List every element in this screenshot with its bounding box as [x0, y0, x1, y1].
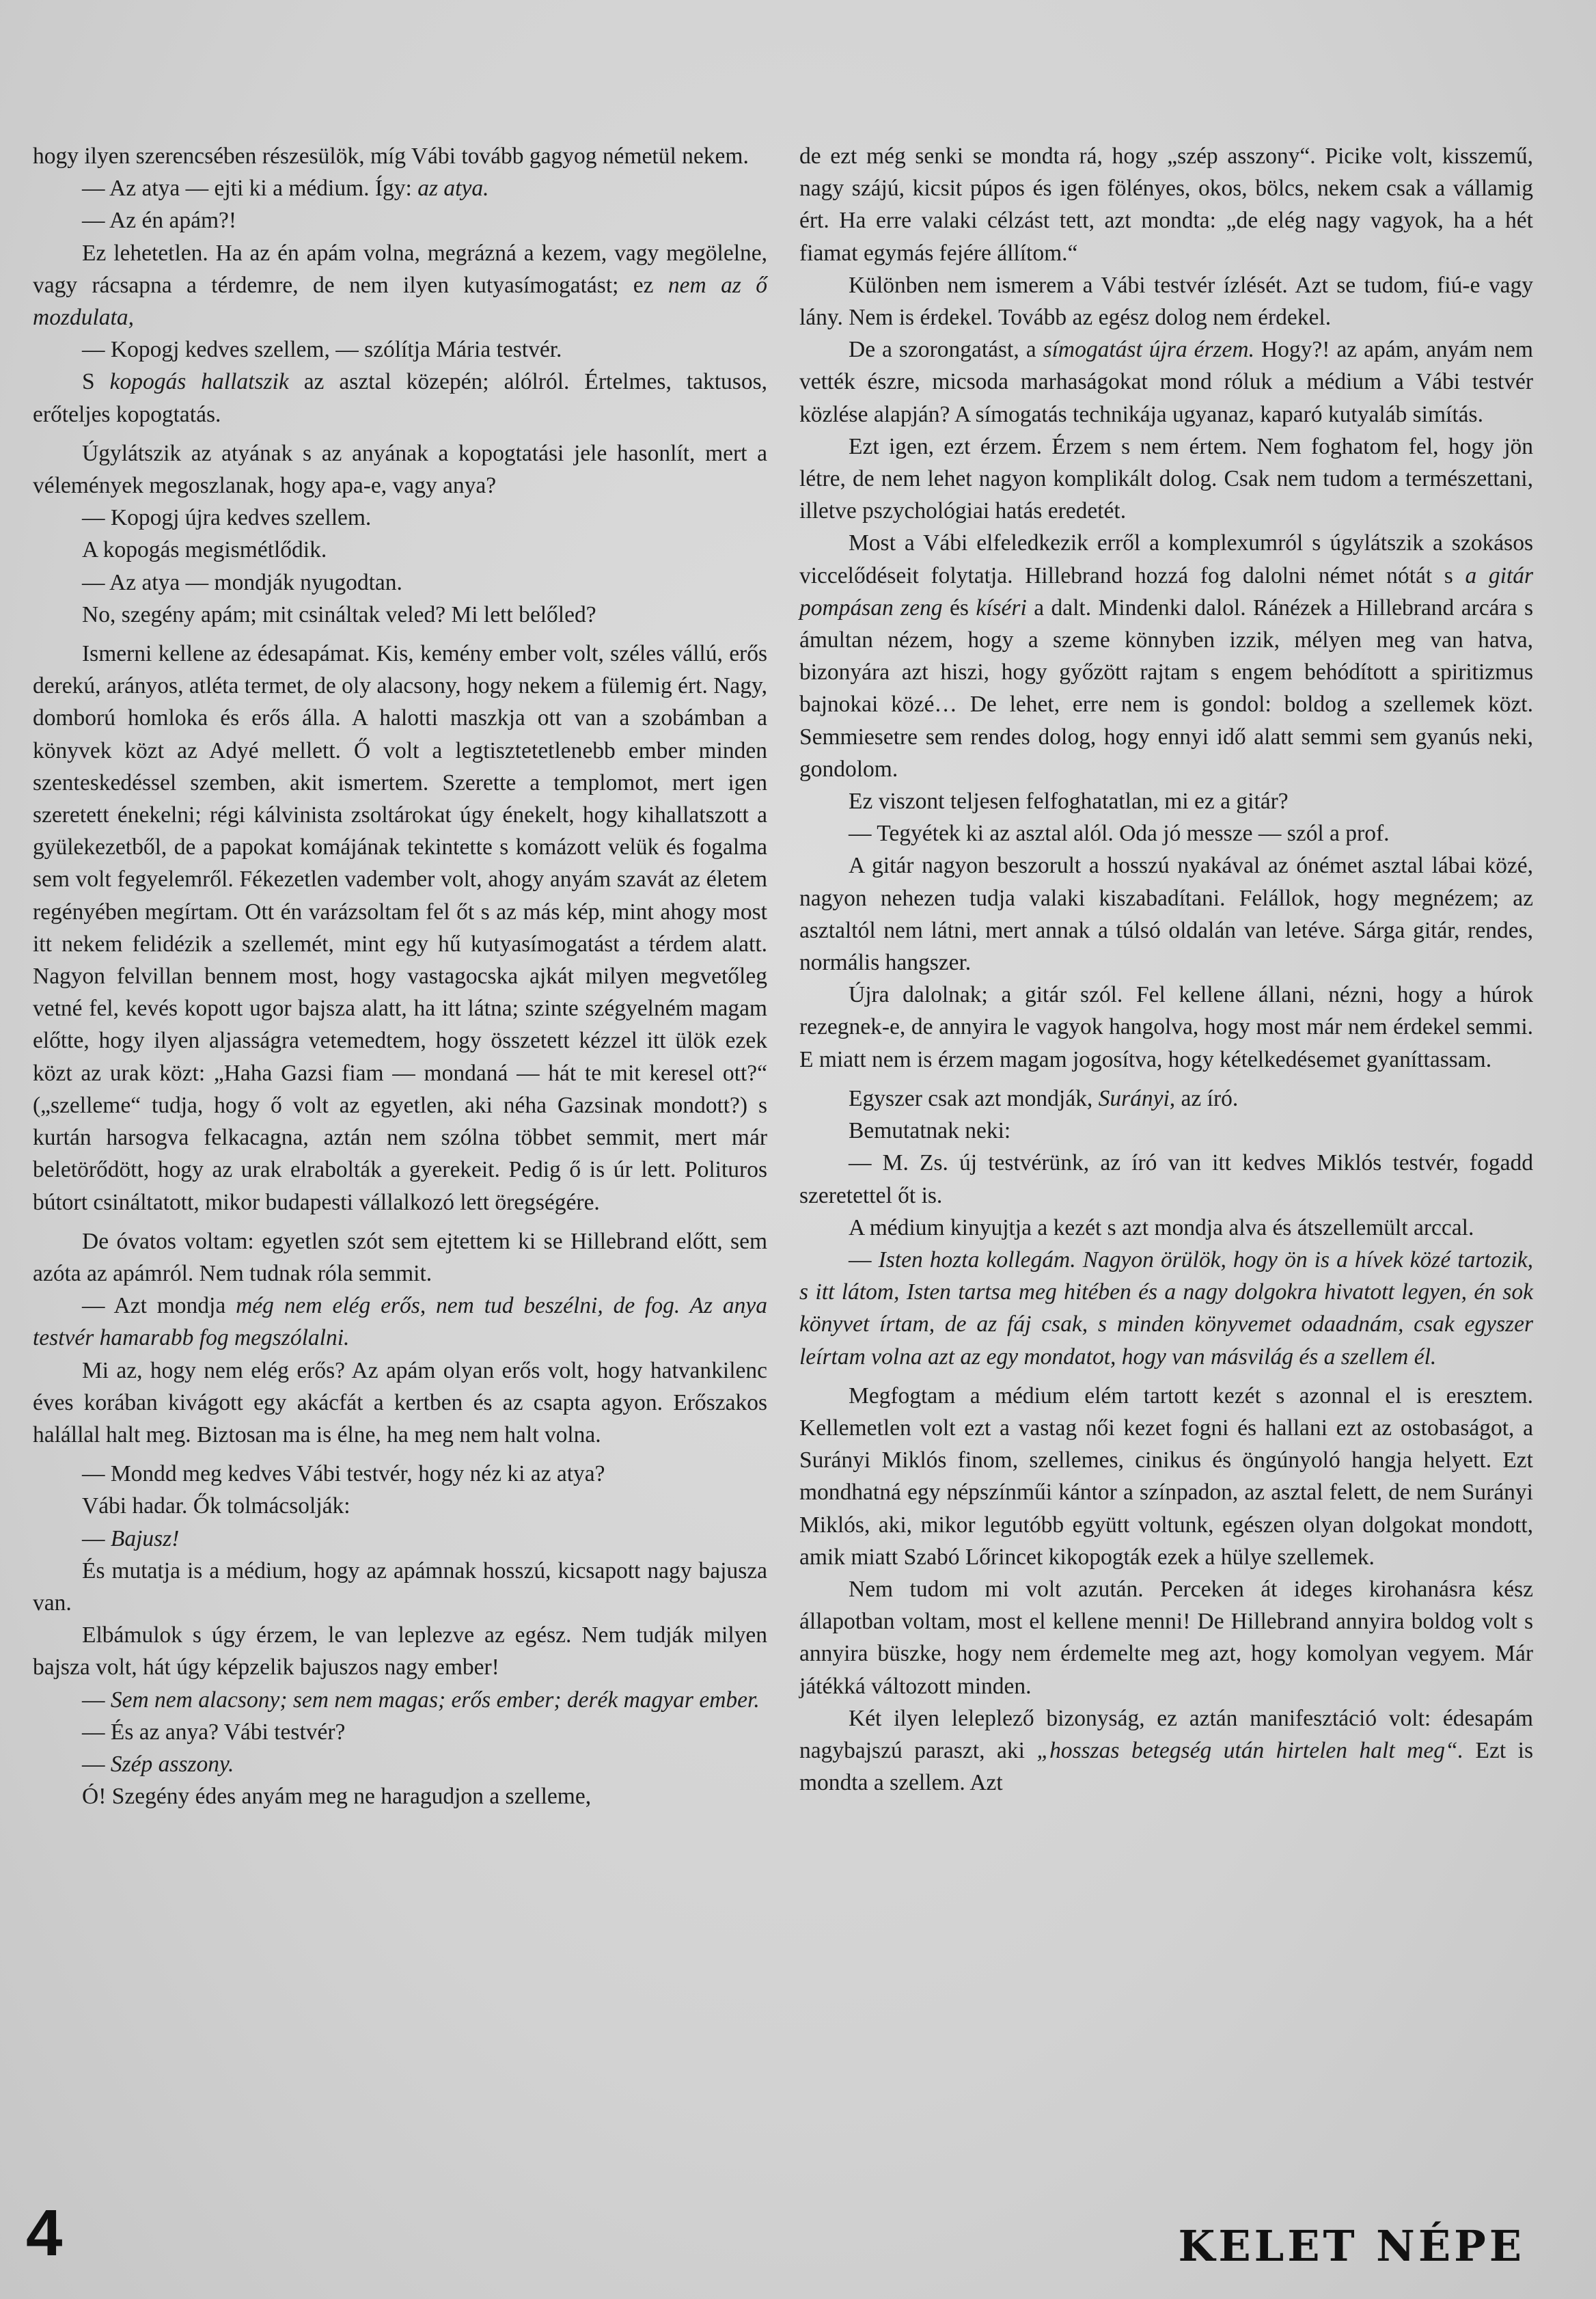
paragraph: — M. Zs. új testvérünk, az író van itt kedves Miklós testvér, fogadd szeretettel őt is. [799, 1150, 1533, 1208]
paragraph: De óvatos voltam: egyetlen szót sem ejtettem ki se Hillebrand előtt, sem azóta az apámról. Nem tudnak róla semmit. [33, 1228, 767, 1286]
paragraph: Két ilyen leleplező bizonyság, ez aztán manifesztáció volt: édesapám nagybajszú paraszt, aki „hosszas betegség után hirtelen halt meg“. Ezt is mondta a szellem. Azt [799, 1705, 1534, 1796]
left-text-column [33, 140, 767, 1812]
paragraph: Bemutatnak neki: [849, 1118, 1011, 1144]
paragraph: Nem tudom mi volt azután. Perceken át ideges kirohanásra kész állapotban voltam, most el kellene menni! De Hillebrand annyira boldog volt s annyira büszke, hogy nem érdemelte meg azt, hogy komolyan vegyem. Már játékká változott minden. [799, 1576, 1533, 1699]
paragraph: Mi az, hogy nem elég erős? Az apám olyan erős volt, hogy hatvankilenc éves korában kivágott egy akácfát a kertben és az csapta agyon. Erőszakos halállal halt meg. Biztosan ma is élne, ha meg nem halt volna. [33, 1357, 767, 1447]
paragraph: Ez lehetetlen. Ha az én apám volna, megrázná a kezem, vagy megölelne, vagy rácsapna a térdemre, de nem ilyen kutyasímogatást; ez nem az ő mozdulata, [33, 240, 767, 331]
paragraph: Egyszer csak azt mondják, Surányi, az író. [849, 1085, 1239, 1111]
paragraph: — Szép asszony. [82, 1751, 234, 1777]
paragraph: — Tegyétek ki az asztal alól. Oda jó messze — szól a prof. [849, 821, 1390, 847]
paragraph: Ismerni kellene az édesapámat. Kis, kemény ember volt, széles vállú, erős derekú, arányos, atléta termet, de oly alacsony, hogy nekem a fülemig ért. Nagy, domború homloka és erős álla. A halotti maszkja ott van a szobámban a könyvek közt az Adyé mellett. Ő volt a legtisztetetlenebb ember minden szenteskedéssel szemben, akit ismertem. Szerette a templomot, mert igen szeretett énekelni; régi kálvinista zsoltárokat úgy énekelt, hogy kihallatszott a gyülekezetből, de a papokat komájának tekintette s komázott velük és fogalma sem volt fegyelemről. Fékezetlen vadember volt, ahogy anyám szavát az életem regényében megírtam. Ott én varázsoltam fel őt s az más kép, mint ahogy most itt nekem felidézik a szellemét, mint egy hű kutyasímogatást a térdem alatt. Nagyon felvillan bennem most, hogy vastagocska ajkát milyen megvetőleg vetné fel, kevés kopott ugor bajsza alatt, ha itt látna; szinte szégyelném magam előtte, hogy ilyen aljasságra vetemedtem, hogy összetett kézzel itt ülök ezek közt az urak közt: „Haha Gazsi fiam — mondaná — hát te mit keresel ott?“ („szelleme“ tudja, hogy ő volt az egyetlen, aki néha Gazsinak mondott?) s kurtán harsogva felkacagna, aztán nem szólna többet semmit, mert már beletörődött, hogy az urak elrabolták a gyerekeit. Pedig ő is úr lett. Polituros bútort csináltatott, mikor budapesti vállalkozó lett öregségére. [33, 641, 767, 1215]
paragraph: Vábi hadar. Ők tolmácsolják: [82, 1493, 350, 1519]
page-number: 4 [26, 2196, 63, 2270]
paragraph: — Az atya — ejti ki a médium. Így: az atya. [82, 176, 489, 202]
paragraph: — Bajusz! [82, 1525, 180, 1551]
paragraph: hogy ilyen szerencsében részesülök, míg Vábi tovább gagyog németül nekem. [33, 144, 749, 169]
paragraph: És mutatja is a médium, hogy az apámnak hosszú, kicsapott nagy bajusza van. [33, 1557, 767, 1616]
publication-title: KELET NÉPE [1178, 2221, 1525, 2271]
paragraph: A médium kinyujtja a kezét s azt mondja alva és átszellemült arccal. [849, 1214, 1474, 1240]
paragraph: — Az én apám?! [82, 208, 237, 234]
paragraph: — Kopogj újra kedves szellem. [82, 505, 372, 531]
paragraph: — Azt mondja még nem elég erős, nem tud beszélni, de fog. Az anya testvér hamarabb fog megszólalni. [33, 1293, 767, 1351]
paragraph: Ez viszont teljesen felfoghatatlan, mi ez a gitár? [849, 789, 1289, 815]
right-text-column [799, 140, 1533, 1799]
paragraph: — Kopogj kedves szellem, — szólítja Mária testvér. [82, 337, 562, 363]
paragraph: — Isten hozta kollegám. Nagyon örülök, hogy ön is a hívek közé tartozik, s itt látom, Isten tartsa meg hitében és a nagy dolgokra hivatott legyen, én sok könyvet írtam, de az fáj csak, s minden könyvemet odaadnám, csak egyszer leírtam volna azt az egy mondatot, hogy van másvilág és a szellem él. [799, 1247, 1533, 1370]
paragraph: Újra dalolnak; a gitár szól. Fel kellene állani, nézni, hogy a húrok rezegnek-e, de annyira le vagyok hangolva, hogy most már nem érdekel semmi. E miatt nem is érzem magam jogosítva, hogy kételkedésemet gyaníttassam. [799, 982, 1533, 1072]
paragraph: — Sem nem alacsony; sem nem magas; erős ember; derék magyar ember. [82, 1687, 760, 1713]
paragraph: — És az anya? Vábi testvér? [82, 1719, 346, 1745]
paragraph: Megfogtam a médium elém tartott kezét s azonnal el is eresztem. Kellemetlen volt ezt a vastag női kezet fogni és hallani ezt az ostobaságot, a Surányi Miklós finom, szellemes, cinikus és öngúnyoló hangja helyett. Ezt mondhatná egy népszínműi kántor a színpadon, az asztal felett, de nem Surányi Miklós, aki, mikor legutóbb együtt voltunk, egészen olyan dolgokat mondott, amik miatt Szabó Lőrincet kikopogták ezek a hülye szellemek. [799, 1383, 1533, 1570]
paragraph: Elbámulok s úgy érzem, le van leplezve az egész. Nem tudják milyen bajsza volt, hát úgy képzelik bajuszos nagy ember! [33, 1622, 767, 1681]
paragraph: Úgylátszik az atyának s az anyának a kopogtatási jele hasonlít, mert a vélemények megoszlanak, hogy apa-e, vagy anya? [33, 440, 767, 499]
paragraph: Különben nem ismerem a Vábi testvér ízlését. Azt se tudom, fiú-e vagy lány. Nem is érdekel. Tovább az egész dolog nem érdekel. [799, 272, 1533, 331]
paragraph: — Az atya — mondják nyugodtan. [82, 569, 402, 595]
paragraph: de ezt még senki se mondta rá, hogy „szép asszony“. Picike volt, kisszemű, nagy szájú, kicsit púpos és igen fölényes, okos, bölcs, nekem csak a vállamig ért. Ha erre valaki célzást tett, azt mondta: „de elég nagy vagyok, ha a hét fiamat egymás fejére állítom.“ [799, 144, 1533, 266]
paragraph: S kopogás hallatszik az asztal közepén; alólról. Értelmes, taktusos, erőteljes kopogtatás. [33, 369, 767, 427]
paragraph: No, szegény apám; mit csináltak veled? Mi lett belőled? [82, 601, 596, 627]
paragraph: Ezt igen, ezt érzem. Érzem s nem értem. Nem foghatom fel, hogy jön létre, de nem lehet nagyon komplikált dolog. Csak nem tudom a természettani, illetve pszychológiai hatás eredetét. [799, 433, 1533, 524]
paragraph: A kopogás megismétlődik. [82, 537, 327, 563]
paragraph: Most a Vábi elfeledkezik erről a komplexumról s úgylátszik a szokásos viccelődéseit folytatja. Hillebrand hozzá fog dalolni német nótát s a gitár pompásan zeng és kíséri a dalt. Mindenki dalol. Ránézek a Hillebrand arcára s ámultan nézem, hogy a szeme könnyben izzik, mélyen meg van hatva, bizonyára azt hiszi, hogy győzött rajtam s engem behódított a spiritizmus bajnokai közé… De lehet, erre nem is gondol: boldog a szellemek közt. Semmiesetre sem rendes dolog, hogy ennyi idő alatt semmi sem gyanús neki, gondolom. [799, 530, 1534, 782]
paragraph: — Mondd meg kedves Vábi testvér, hogy néz ki az atya? [82, 1461, 605, 1487]
paragraph: Ó! Szegény édes anyám meg ne haragudjon a szelleme, [82, 1784, 592, 1810]
paragraph: De a szorongatást, a símogatást újra érzem. Hogy?! az apám, anyám nem vették észre, micsoda marhaságokat mond róluk a médium a Vábi testvér közlése alapján? A símogatás technikája ugyanaz, kaparó kutyaláb simítás. [799, 337, 1533, 427]
paragraph: A gitár nagyon beszorult a hosszú nyakával az ónémet asztal lábai közé, nagyon nehezen tudja valaki kiszabadítani. Felállok, hogy megnézem; az asztaltól nem látni, mert annak a túlsó oldalán van letéve. Sárga gitár, rendes, normális hangszer. [799, 853, 1533, 976]
